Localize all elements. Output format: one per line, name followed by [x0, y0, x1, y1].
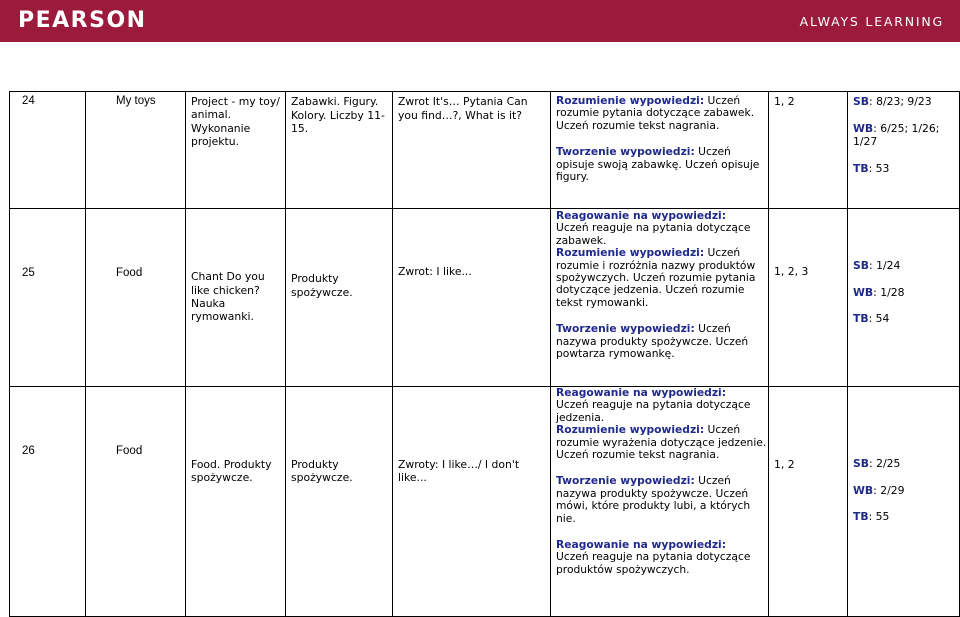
tworzenie-label: Tworzenie wypowiedzi: [556, 145, 695, 159]
topic-cell [86, 387, 186, 617]
reagowanie-paragraph [556, 539, 768, 576]
rozumienie-text: Uczeń rozumie i rozróżnia nazwy produktów spożywczych. Uczeń rozumie pytania dotyczące jedzenia. Uczeń rozumie tekst rymowanki. [556, 246, 756, 309]
tworzenie-paragraph [556, 475, 768, 525]
topic-cell [86, 92, 186, 209]
sb-label: SB [853, 259, 870, 273]
rozumienie-paragraph [556, 95, 768, 132]
rozumienie-label: Rozumienie wypowiedzi: [556, 423, 705, 437]
tworzenie-text: Uczeń nazywa produkty spożywcze. Uczeń powtarza rymowankę. [556, 322, 749, 361]
units-cell [769, 209, 848, 387]
references-text [848, 256, 959, 329]
reagowanie-paragraph [556, 210, 768, 247]
table-row [10, 387, 960, 617]
sb-reference [853, 95, 959, 109]
lesson-title-cell [186, 209, 286, 387]
sb-reference [853, 457, 959, 471]
lesson-title-text: Project - my toy/ animal. Wykonanie projektu. [191, 95, 280, 149]
vocabulary-text: Produkty spożywcze. [291, 457, 353, 485]
sb-value: : 1/24 [869, 259, 901, 273]
structures-text: Zwrot It's… Pytania Can you find…?, What is it? [398, 95, 528, 122]
wb-value: : 6/25; 1/26; 1/27 [853, 121, 940, 149]
rozumienie-paragraph [556, 424, 768, 461]
wb-reference [853, 484, 959, 498]
vocabulary-text: Produkty spożywcze. [291, 272, 353, 299]
rozumienie-label: Rozumienie wypowiedzi: [556, 246, 705, 260]
tworzenie-label: Tworzenie wypowiedzi: [556, 474, 695, 488]
tworzenie-text: Uczeń nazywa produkty spożywcze. Uczeń mówi, które produkty lubi, a których nie. [556, 474, 751, 525]
reagowanie-label: Reagowanie na wypowiedzi: [556, 209, 726, 222]
structures-cell [393, 92, 551, 209]
references-text [848, 92, 959, 178]
tworzenie-paragraph [556, 146, 768, 183]
skills-cell [551, 387, 769, 617]
reagowanie-label: Reagowanie na wypowiedzi: [556, 386, 726, 399]
rozumienie-paragraph [556, 247, 768, 309]
tb-value: : 54 [868, 312, 890, 326]
references-cell [848, 92, 960, 209]
units-cell [769, 92, 848, 209]
references-text [848, 454, 959, 527]
structures-cell [393, 387, 551, 617]
units-text: 1, 2, 3 [774, 264, 809, 278]
tb-label: TB [853, 510, 869, 524]
structures-text: Zwroty: I like…/ I don't like... [398, 457, 520, 485]
lesson-number-cell [10, 387, 86, 617]
header-bar [0, 0, 960, 42]
tb-reference [853, 312, 959, 326]
tworzenie-label: Tworzenie wypowiedzi: [556, 322, 695, 336]
tb-label: TB [853, 161, 869, 175]
reagowanie-paragraph [556, 387, 768, 424]
sb-label: SB [853, 457, 870, 471]
rozumienie-text: Uczeń rozumie pytania dotyczące zabawek. Uczeń rozumie tekst nagrania. [556, 94, 755, 132]
lesson-number: 24 [22, 95, 35, 107]
tworzenie-paragraph [556, 323, 768, 360]
wb-value: : 2/29 [873, 483, 905, 497]
tb-value: : 55 [868, 510, 890, 524]
wb-label: WB [853, 483, 874, 497]
wb-label: WB [853, 285, 874, 299]
tb-label: TB [853, 312, 869, 326]
vocabulary-cell [286, 209, 393, 387]
vocabulary-cell [286, 387, 393, 617]
references-cell [848, 209, 960, 387]
wb-reference [853, 286, 959, 300]
skills-cell [551, 209, 769, 387]
skills-text [551, 209, 768, 363]
tworzenie-text: Uczeń opisuje swoją zabawkę. Uczeń opisuje figury. [556, 145, 760, 184]
rozumienie-label: Rozumienie wypowiedzi: [556, 94, 705, 107]
vocabulary-text: Zabawki. Figury. Kolory. Liczby 11-15. [291, 95, 385, 136]
reagowanie-text: Uczeń reaguje na pytania dotyczące produktów spożywczych. [556, 550, 751, 576]
units-cell [769, 387, 848, 617]
structures-text: Zwrot: I like... [398, 264, 472, 278]
tb-reference [853, 162, 959, 176]
rozumienie-text: Uczeń rozumie wyrażenia dotyczące jedzenie. Uczeń rozumie tekst nagrania. [556, 423, 767, 462]
reagowanie-text: Uczeń reaguje na pytania dotyczące zabawek. [556, 221, 751, 247]
skills-cell [551, 92, 769, 209]
skills-text [551, 387, 768, 579]
units-text: 1, 2 [774, 95, 795, 108]
table-row [10, 92, 960, 209]
structures-cell [393, 209, 551, 387]
sb-value: : 2/25 [869, 457, 901, 471]
references-cell [848, 387, 960, 617]
skills-text [551, 92, 768, 186]
topic-cell [86, 209, 186, 387]
wb-label: WB [853, 121, 874, 135]
sb-value: : 8/23; 9/23 [869, 95, 932, 108]
lesson-title-cell [186, 92, 286, 209]
tb-value: : 53 [868, 161, 890, 175]
table-row [10, 209, 960, 387]
topic-text: Food [116, 266, 143, 279]
header-slogan: ALWAYS LEARNING [799, 14, 944, 29]
lesson-number-cell [10, 92, 86, 209]
wb-reference [853, 122, 959, 149]
reagowanie-text: Uczeń reaguje na pytania dotyczące jedzenia. [556, 398, 751, 424]
topic-text: Food [116, 444, 143, 457]
reagowanie-label: Reagowanie na wypowiedzi: [556, 538, 726, 552]
tb-reference [853, 510, 959, 524]
lesson-number-cell [10, 209, 86, 387]
lesson-title-cell [186, 387, 286, 617]
lesson-title-text: Chant Do you like chicken? Nauka rymowanki. [191, 270, 265, 324]
wb-value: : 1/28 [873, 285, 905, 299]
sb-reference [853, 259, 959, 273]
vocabulary-cell [286, 92, 393, 209]
topic-text: My toys [116, 95, 156, 107]
lesson-title-text: Food. Produkty spożywcze. [191, 457, 272, 484]
curriculum-table [9, 91, 960, 617]
units-text: 1, 2 [774, 457, 795, 471]
lesson-number: 26 [22, 444, 35, 457]
lesson-number: 25 [22, 266, 35, 279]
sb-label: SB [853, 95, 870, 108]
pearson-logo: PEARSON [18, 8, 147, 33]
